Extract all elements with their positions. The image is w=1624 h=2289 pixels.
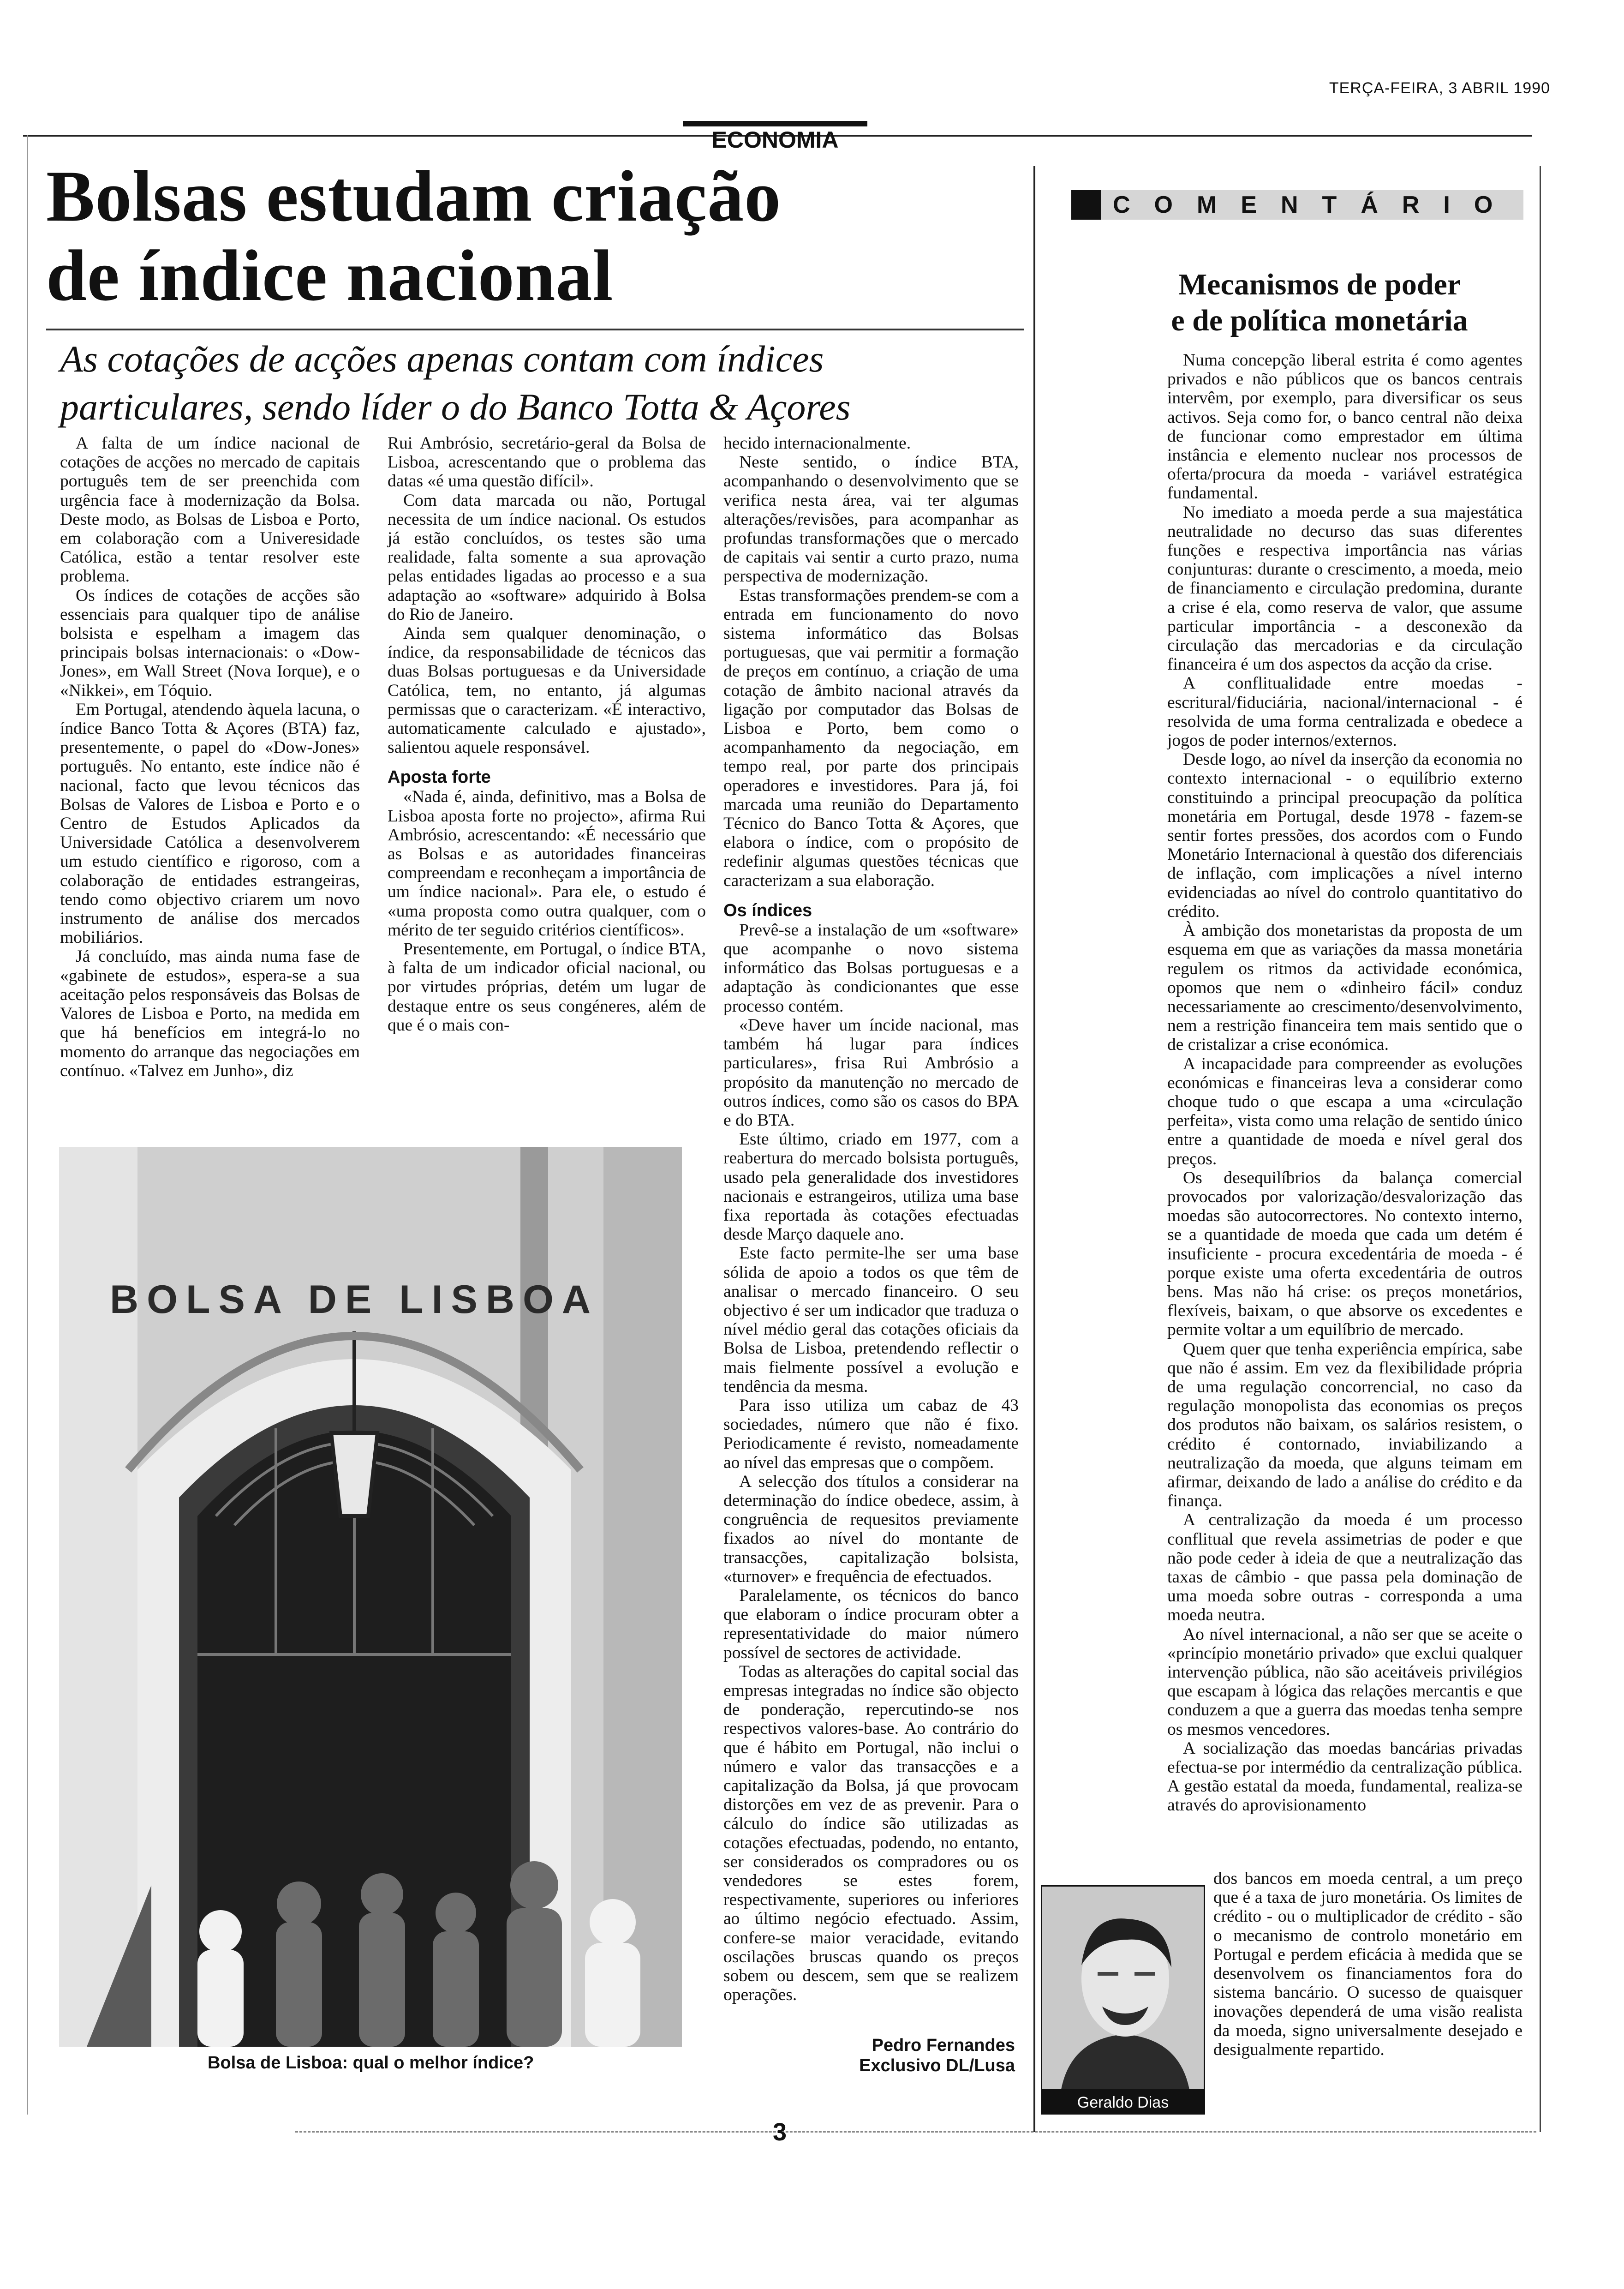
commentary-title-line-2: e de política monetária — [1171, 304, 1468, 337]
commentary-paragraph: Os desequilíbrios da balança comercial provocados por valorização/desvalorização das moedas são autocorrectores. No contexto interno, se a quantidade de moeda que cada um detém é insuficiente - procura excedentária de moeda - é porque existe uma oferta excedentária de outros bens. Mas não há crise: os preços monetários, flexíveis, baixam, o que absorve os excedentes e permite voltar a um equilíbrio de mercado. — [1167, 1168, 1522, 1340]
photo-bolsa-entrance — [59, 1147, 682, 2047]
article-paragraph: Já concluído, mas ainda numa fase de «gabinete de estudos», espera-se a sua aceitação pelos responsáveis das Bolsas de Valores de Lisboa e Porto, na medida em que há benefícios em integrá-lo no momento do arranque das negociações em contínuo. «Talvez em Junho», diz — [60, 947, 360, 1080]
commentary-paragraph: A conflitualidade entre moedas - escritural/fiduciária, nacional/internacional - é resolvida de uma forma centralizada e obedece a jogos de poder internos/externos. — [1167, 674, 1522, 750]
article-paragraph: Presentemente, em Portugal, o índice BTA, à falta de um indicador oficial nacional, ou por virtudes próprias, detém um lugar de destaque entre os seus congéneres, além de que é o mais con- — [388, 940, 706, 1035]
headline — [46, 157, 1015, 316]
article-paragraph: Para isso utiliza um cabaz de 43 sociedades, número que não é fixo. Periodicamente é revisto, nomeadamente ao nível das empresas que o compõem. — [723, 1396, 1019, 1472]
article-paragraph: «Deve haver um íncide nacional, mas também há lugar para índices particulares», frisa Rui Ambrósio a propósito da manutenção no mercado de outros índices, como são os casos do BPA e do BTA. — [723, 1015, 1019, 1130]
article-paragraph: Este facto permite-lhe ser uma base sólida de apoio a todos os que têm de analisar o mercado financeiro. O seu objectivo é ser um indicador que traduza o nível médio geral das cotações oficiais da Bolsa de Lisboa, pretendendo reflectir o mais fielmente possível a evolução e tendência da mesma. — [723, 1244, 1019, 1396]
headline-rule — [46, 329, 1024, 330]
commentary-label: COMENTÁRIO — [1071, 190, 1523, 220]
commentary-body — [1167, 351, 1522, 1815]
commentary-paragraph: A incapacidade para compreender as evoluções económicas e financeiras leva a considerar como choque tudo o que escapa a uma «circulação perfeita», vista como uma relação de sentido único entre a quantidade de moeda e nível geral dos preços. — [1167, 1054, 1522, 1168]
commentary-paragraph: A centralização da moeda é um processo conflitual que revela assimetrias de poder e que não pode ceder à ideia de que a neutralização das taxas de câmbio - que passa pela dominação de uma moeda sobre outras - corresponda a uma moeda neutra. — [1167, 1510, 1522, 1625]
article-paragraph: Estas transformações prendem-se com a entrada em funcionamento do novo sistema informático das Bolsas portuguesas, que vai permitir a formação de preços em contínuo, a criação de uma cotação de âmbito nacional através da ligação por computador das Bolsas de Lisboa e Porto, bem como o acompanhamento da negociação, em tempo real, por parte dos principais operadores e investidores. Para já, foi marcada uma reunião do Departamento Técnico do Banco Totta & Açores, que elabora o índice, com o propósito de redefinir algumas questões técnicas que caracterizam a sua elaboração. — [723, 586, 1019, 890]
dateline: TERÇA-FEIRA, 3 ABRIL 1990 — [1329, 79, 1550, 97]
article-column-1 — [60, 434, 360, 1080]
commentary-paragraph: Numa concepção liberal estrita é como agentes privados e não públicos que os bancos centrais intervêm, por exemplo, para diversificar os seus activos. Seja como for, o banco central não deixa de funcionar como emprestador em última instância e elemento nuclear nos processos de oferta/procura da moeda - variável estratégica fundamental. — [1167, 351, 1522, 503]
commentary-paragraph: Ao nível internacional, a não ser que se aceite o «princípio monetário privado» que exclui qualquer intervenção pública, não são aceitáveis privilégios que escapam à lógica das relações mercantis e que conduzem a que a guerra das moedas tenha sempre os mesmos vencedores. — [1167, 1624, 1522, 1739]
article-column-3 — [723, 434, 1019, 2004]
article-paragraph: Com data marcada ou não, Portugal necessita de um índice nacional. Os estudos já estão concluídos, os testes são uma realidade, falta somente a sua aprovação pelas entidades ligadas ao processo e a sua adaptação ao «software» adquirido à Bolsa do Rio de Janeiro. — [388, 491, 706, 624]
photo-sign-text: BOLSA DE LISBOA — [110, 1277, 599, 1322]
article-paragraph: Paralelamente, os técnicos do banco que elaboram o índice procuram obter a representatividade do maior número possível de sectores de actividade. — [723, 1586, 1019, 1662]
byline — [784, 2035, 1015, 2076]
commentary-paragraph: À ambição dos monetaristas da proposta de um esquema em que as variações da massa monetária regulem os ritmos da actividade económica, opomos que nem o «dinheiro fácil» conduz necessariamente ao crescimento/desenvolvimento, nem a restrição financeira tem mais sentido que o de cristalizar a crise económica. — [1167, 921, 1522, 1055]
headline-line-2: de índice nacional — [46, 235, 614, 316]
commentary-paragraph: dos bancos em moeda central, a um preço que é a taxa de juro monetária. Os limites de crédito - ou o multiplicador de crédito - são o mecanismo de controlo monetário em Portugal e perdem eficácia à medida que se desenvolvem os financiamentos fora do sistema bancário. O sucesso de quaisquer inovações dependerá de uma visão realista da moeda, signo universalmente desejado e desigualmente repartido. — [1213, 1869, 1522, 2059]
headline-line-1: Bolsas estudam criação — [46, 156, 782, 237]
section-heading-aposta-forte: Aposta forte — [388, 767, 491, 787]
section-label: ECONOMIA — [683, 121, 867, 150]
byline-name: Pedro Fernandes — [872, 2036, 1015, 2055]
article-paragraph: Ainda sem qualquer denominação, o índice, da responsabilidade de técnicos das duas Bolsas portuguesas e da Universidade Católica, tem, no entanto, já algumas permissas que o caracterizam. «É interactivo, automaticamente calculado e ajustado», salientou aquele responsável. — [388, 624, 706, 757]
article-paragraph: «Nada é, ainda, definitivo, mas a Bolsa de Lisboa aposta forte no projecto», afirma Rui Ambrósio, acrescentando: «É necessário que as Bolsas e as autoridades financeiras compreendam e reconheçam a importância de um índice nacional». Para ele, o estudo é «uma proposta como outra qualquer, com o mérito de ter seguido critérios científicos». — [388, 787, 706, 940]
commentary-body-wrap — [1213, 1869, 1522, 2059]
commentary-paragraph: Desde logo, ao nível da inserção da economia no contexto internacional - o equilíbrio externo constituindo a principal preocupação da política monetária em Portugal, desde 1978 - fazem-se sentir fortes pressões, dos acordos com o Fundo Monetário Internacional à questão dos diferenciais de inflação, com implicações a nível interno evidenciadas ao nível do controlo quantitativo do crédito. — [1167, 750, 1522, 921]
portrait-illustration — [1042, 1887, 1205, 2091]
commentary-title-line-1: Mecanismos de poder — [1178, 268, 1461, 301]
subheadline: As cotações de acções apenas contam com índices particulares, sendo líder o do Banco Totta & Açores — [60, 338, 851, 428]
article-paragraph: A falta de um índice nacional de cotações de acções no mercado de capitais português tem de ser preenchida com urgência face à modernização da Bolsa. Deste modo, as Bolsas de Lisboa e Porto, em colaboração com a Univeresidade Católica, estão a tentar resolver este problema. — [60, 434, 360, 586]
photo-caption: Bolsa de Lisboa: qual o melhor índice? — [208, 2053, 534, 2073]
commentary-square-icon — [1071, 190, 1101, 220]
article-paragraph: Os índices de cotações de acções são essenciais para qualquer tipo de análise bolsista e espelham a imagem das principais bolsas internacionais: o «Dow-Jones», em Wall Street (Nova Iorque), e o «Nikkei», em Tóquio. — [60, 586, 360, 700]
commentary-paragraph: No imediato a moeda perde a sua majestática neutralidade no decurso das suas diferentes funções e respectiva importância nas várias conjunturas: durante o crescimento, a moeda, meio de financiamento e circulação predomina, durante a crise é ela, como reserva de valor, que assume particular importância - a desconexão da circulação das mercadorias e da circulação financeira é um dos aspectos da acção da crise. — [1167, 503, 1522, 674]
article-paragraph: Este último, criado em 1977, com a reabertura do mercado bolsista português, usado pela generalidade dos investidores nacionais e estrangeiros, utiliza uma base fixa reportada às cotações efectuadas desde Março daquele ano. — [723, 1130, 1019, 1244]
article-column-2 — [388, 434, 706, 1035]
photo-illustration — [59, 1147, 682, 2047]
commentary-paragraph: A socialização das moedas bancárias privadas efectua-se por intermédio da centralização pública. A gestão estatal da moeda, fundamental, realiza-se através do aprovisionamento — [1167, 1738, 1522, 1815]
article-paragraph: A selecção dos títulos a considerar na determinação do índice obedece, assim, à congruência de requesitos previamente fixados ao nível do montante de transacções, capitalização bolsista, «turnover» e frequência de efectuados. — [723, 1472, 1019, 1586]
commentary-paragraph: Quem quer que tenha experiência empírica, sabe que não é assim. Em vez da flexibilidade própria de uma regulação concorrencial, no caso da regulação monopolista das economias os preços dos produtos não baixam, os salários resistem, o crédito é contornado, inviabilizando a neutralização da moeda, que alguns teimam em afirmar, deixando de lado a análise do crédito e da finança. — [1167, 1339, 1522, 1511]
article-paragraph: Em Portugal, atendendo àquela lacuna, o índice Banco Totta & Açores (BTA) faz, presentemente, o papel do «Dow-Jones» português. No entanto, este índice não é nacional, facto que levou técnicos das Bolsas de Valores de Lisboa e Porto e o Centro de Estudos Aplicados da Universidade Católica a desenvolverem um estudo científico e rigoroso, com a colaboração de entidades estrangeiras, tendo como objectivo criarem um novo instrumento de análise dos mercados mobiliários. — [60, 700, 360, 947]
byline-agency: Exclusivo DL/Lusa — [859, 2056, 1015, 2075]
author-portrait — [1041, 1885, 1205, 2091]
article-paragraph: Neste sentido, o índice BTA, acompanhando o desenvolvimento que se verifica nesta área, vai ter algumas alterações/revisões, para acompanhar as profundas transformações que o mercado de capitais vai sentir a curto prazo, numa perspectiva de modernização. — [723, 453, 1019, 586]
page-number: 3 — [772, 2118, 787, 2146]
article-paragraph: Todas as alterações do capital social das empresas integradas no índice são objecto de ponderação, repercutindo-se nos respectivos valores-base. Ao contrário do que é hábito em Portugal, não inclui o número e valor das transacções e a capitalização da Bolsa, já que provocam distorções em vez de as prevenir. Para o cálculo do índice são utilizadas as cotações efectuadas, podendo, no entanto, ser considerados os compradores ou os vendedores se estes forem, respectivamente, superiores ou inferiores ao último negócio efectuado. Assim, confere-se maior veracidade, evitando oscilações bruscas quando os preços sobem ou descem, sem que se realizem operações. — [723, 1662, 1019, 2005]
footer-rule — [295, 2131, 1536, 2133]
article-paragraph: Rui Ambrósio, secretário-geral da Bolsa de Lisboa, acrescentando que o problema das datas «é uma questão difícil». — [388, 434, 706, 491]
commentary-title — [1116, 267, 1522, 339]
article-paragraph: Prevê-se a instalação de um «software» que acompanhe o novo sistema informático das Bolsas portuguesas e a adaptação às condicionantes que esse processo contém. — [723, 920, 1019, 1016]
article-paragraph: hecido internacionalmente. — [723, 434, 911, 453]
left-rule — [27, 135, 28, 2115]
portrait-caption: Geraldo Dias — [1041, 2091, 1205, 2115]
section-heading-os-indices: Os índices — [723, 900, 812, 920]
